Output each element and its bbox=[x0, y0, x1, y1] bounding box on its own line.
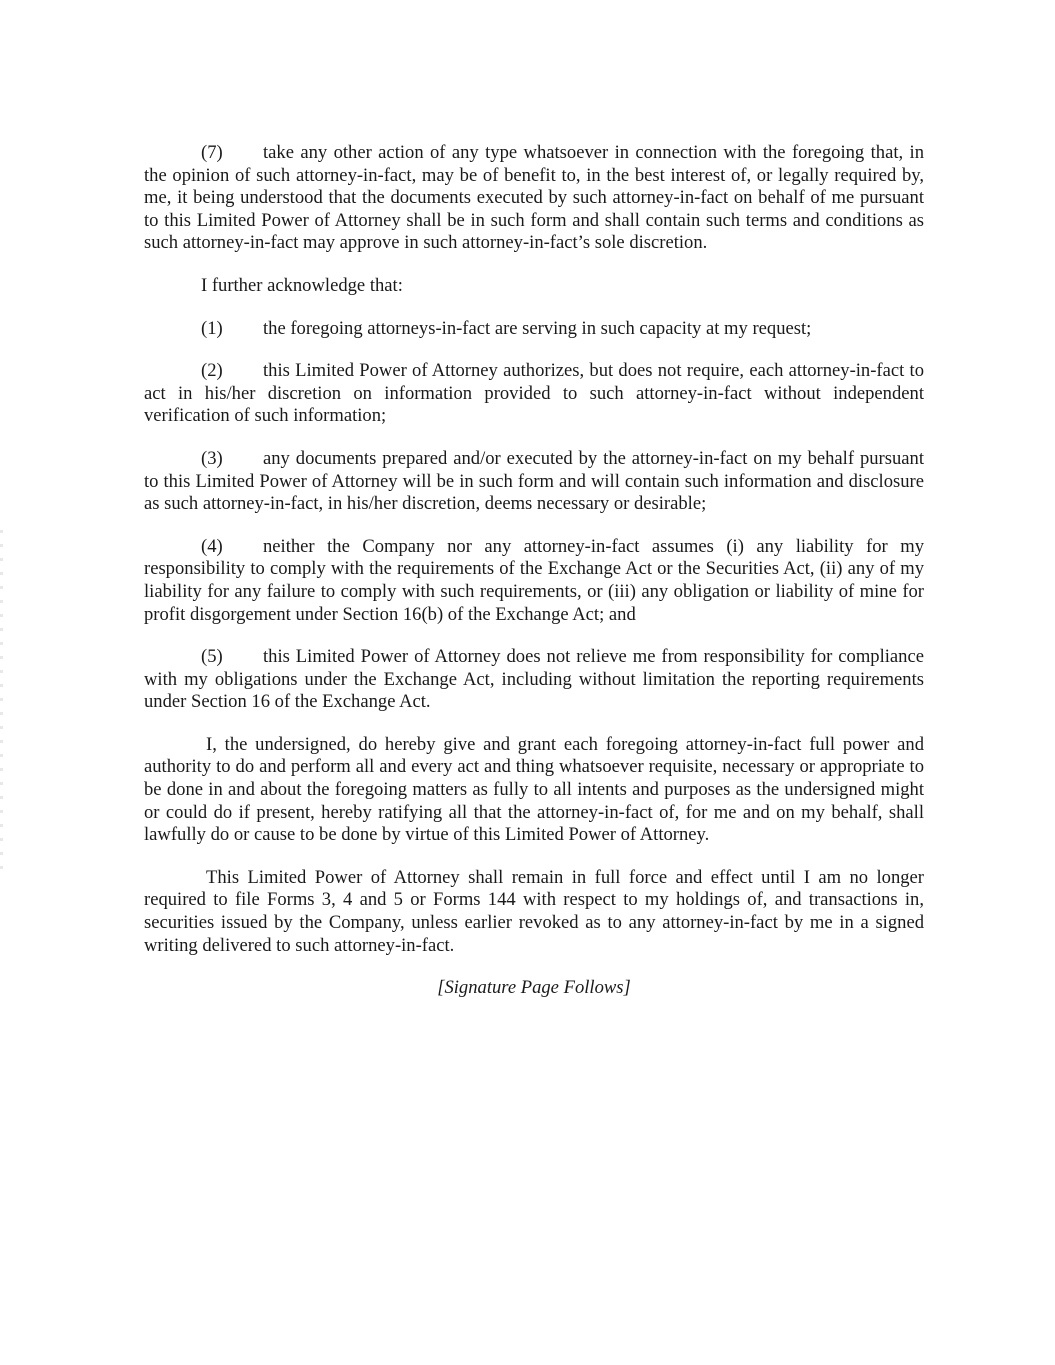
grant-paragraph: I, the undersigned, do hereby give and grant each foregoing attorney-in-fact full power and authority to do and perform all and every act and thing whatsoever requisite, necessary or appropriate to be done in and about the foregoing matters as fully to all intents and purposes as the undersigned might or could do if present, hereby ratifying all that the attorney-in-fact of, for me and on my behalf, shall lawfully do or cause to be done by virtue of this Limited Power of Attorney. bbox=[144, 733, 924, 846]
acknowledgement-5 bbox=[144, 646, 924, 714]
document-page bbox=[144, 142, 924, 1020]
duration-paragraph: This Limited Power of Attorney shall remain in full force and effect until I am no longer required to file Forms 3, 4 and 5 or Forms 144 with respect to my holdings of, and transactions in, securities issued by the Company, unless earlier revoked as to any attorney-in-fact by me in a signed writing delivered to such attorney-in-fact. bbox=[144, 866, 924, 956]
acknowledge-intro: I further acknowledge that: bbox=[201, 274, 403, 296]
acknowledgement-2-text: this Limited Power of Attorney authorizes, but does not require, each attorney-in-fact to act in his/her discretion on information provided to such attorney-in-fact without independent verification of such information; bbox=[144, 360, 924, 427]
item-7-text: take any other action of any type whatsoever in connection with the foregoing that, in the opinion of such attorney-in-fact, may be of benefit to, in the best interest of, or legally required by, me, it being understood that the documents executed by such attorney-in-fact on behalf of me pursuant to this Limited Power of Attorney shall be in such form and shall contain such terms and conditions as such attorney-in-fact may approve in such attorney-in-fact’s sole discretion. bbox=[144, 142, 924, 254]
item-7-paragraph bbox=[144, 142, 924, 255]
acknowledgement-5-number: (5) bbox=[201, 646, 223, 668]
acknowledgement-5-text: this Limited Power of Attorney does not relieve me from responsibility for compliance with my obligations under the Exchange Act, including without limitation the reporting requirements under Section 16 of the Exchange Act. bbox=[144, 646, 924, 713]
acknowledgement-2 bbox=[144, 360, 924, 428]
acknowledgement-1 bbox=[144, 318, 924, 341]
acknowledgement-4-text: neither the Company nor any attorney-in-fact assumes (i) any liability for my responsibility to comply with the requirements of the Exchange Act or the Securities Act, (ii) any of my liability for any failure to comply with such requirements, or (iii) any obligation or liability of mine for profit disgorgement under Section 16(b) of the Exchange Act; and bbox=[144, 535, 924, 625]
acknowledgement-4-number: (4) bbox=[201, 535, 223, 557]
acknowledgement-3-number: (3) bbox=[201, 447, 223, 469]
scan-margin-marks bbox=[0, 530, 3, 870]
acknowledgement-3 bbox=[144, 448, 924, 516]
acknowledgement-1-number: (1) bbox=[201, 317, 223, 339]
acknowledgement-4 bbox=[144, 536, 924, 626]
acknowledgement-1-text: the foregoing attorneys-in-fact are serving in such capacity at my request; bbox=[263, 317, 812, 339]
item-7-number: (7) bbox=[201, 142, 223, 163]
signature-page-follows: [Signature Page Follows] bbox=[437, 977, 631, 999]
acknowledgement-3-text: any documents prepared and/or executed by the attorney-in-fact on my behalf pursuant to this Limited Power of Attorney will be in such form and will contain such information and disclosure as such attorney-in-fact, in his/her discretion, deems necessary or desirable; bbox=[144, 447, 924, 515]
acknowledgement-2-number: (2) bbox=[201, 360, 223, 382]
